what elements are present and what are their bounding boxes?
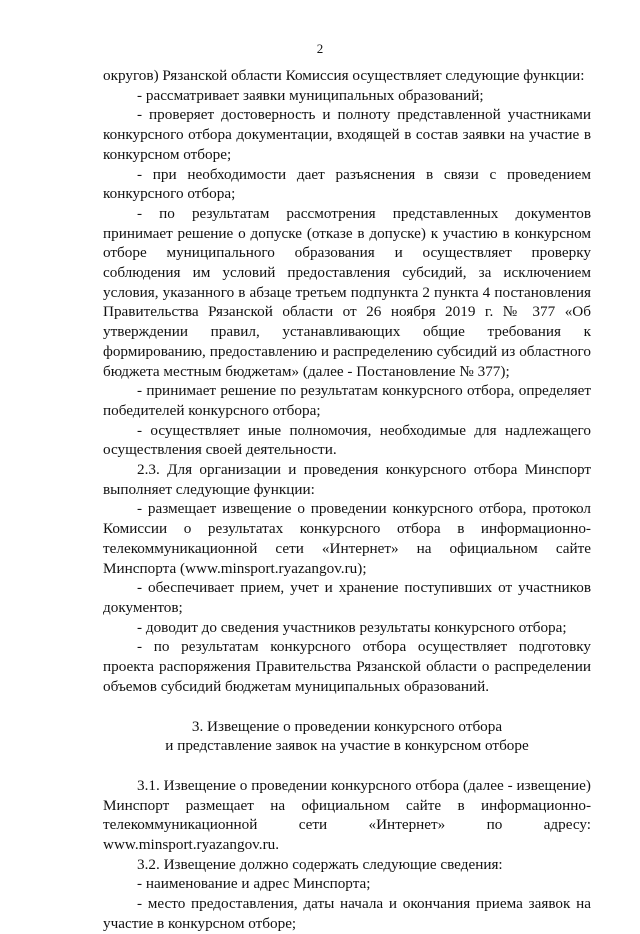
paragraph: 2.3. Для организации и проведения конкурсного отбора Минспорт выполняет следующие функции: <box>103 461 591 498</box>
document-body <box>103 66 591 934</box>
paragraph: - место предоставления, даты начала и окончания приема заявок на участие в конкурсном отборе; <box>103 895 591 932</box>
paragraph: - размещает извещение о проведении конкурсного отбора, протокол Комиссии о результатах конкурсного отбора в информационно-телекоммуникационной сети «Интернет» на официальном сайте Минспорта (www.minsport.ryazangov.ru); <box>103 500 591 577</box>
paragraph: - по результатам конкурсного отбора осуществляет подготовку проекта распоряжения Правительства Рязанской области о распределении объемов субсидий бюджетам муниципальных образований. <box>103 638 591 695</box>
paragraph: округов) Рязанской области Комиссия осуществляет следующие функции: <box>103 67 585 84</box>
paragraph: - доводит до сведения участников результаты конкурсного отбора; <box>137 618 567 636</box>
paragraph: 3.2. Извещение должно содержать следующие сведения: <box>137 855 503 873</box>
paragraph: - рассматривает заявки муниципальных образований; <box>137 86 484 104</box>
paragraph: - по результатам рассмотрения представленных документов принимает решение о допуске (отказе в допуске) к участию в конкурсном отборе муниципального образования и осуществляет проверку соблюдения им условий предоставления субсидий, за исключением условия, указанного в абзаце третьем подпункта 2 пункта 4 постановления Правительства Рязанской области от 26 ноября 2019 г. № 377 «Об утверждении правил, устанавливающих общие требования к формированию, предоставлению и распределению субсидий из областного бюджета местным бюджетам» (далее - Постановление № 377); <box>103 204 591 380</box>
page-number: 2 <box>316 41 324 56</box>
section-heading-line-1: 3. Извещение о проведении конкурсного отбора <box>191 717 503 735</box>
paragraph: - наименование и адрес Минспорта; <box>137 875 371 893</box>
paragraph: - обеспечивает прием, учет и хранение поступивших от участников документов; <box>103 579 591 616</box>
paragraph: - осуществляет иные полномочия, необходимые для надлежащего осуществления своей деятельности. <box>103 421 591 459</box>
paragraph: - проверяет достоверность и полноту представленной участниками конкурсного отбора документации, входящей в состав заявки на участие в конкурсном отборе; <box>103 106 591 163</box>
section-heading-line-2: и представление заявок на участие в конкурсном отборе <box>165 737 529 755</box>
paragraph: - при необходимости дает разъяснения в связи с проведением конкурсного отбора; <box>103 165 591 203</box>
paragraph: 3.1. Извещение о проведении конкурсного отбора (далее - извещение) Минспорт размещает на официальном сайте в информационно-телекоммуникационной сети «Интернет» по адресу: www.minsport.ryazangov.ru. <box>103 776 591 854</box>
paragraph: - принимает решение по результатам конкурсного отбора, определяет победителей конкурсного отбора; <box>103 382 591 419</box>
